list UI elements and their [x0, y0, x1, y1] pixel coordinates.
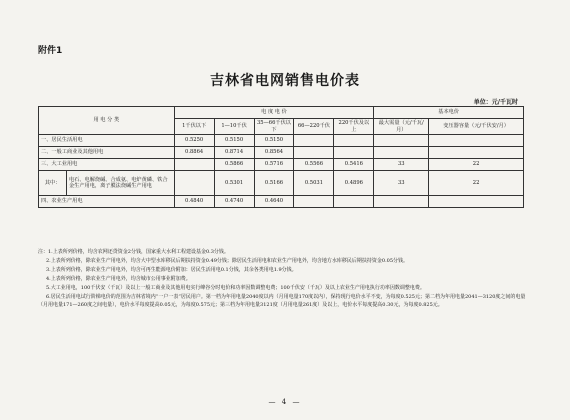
header-category: 用 电 分 类 [39, 107, 175, 135]
table-cell: 22 [429, 171, 524, 196]
table-row [39, 135, 524, 147]
table-cell: 0.4896 [334, 171, 374, 196]
table-cell: 33 [374, 159, 429, 171]
table-cell [294, 196, 334, 208]
table-cell: 0.4840 [174, 196, 214, 208]
unit-label: 单位：元/千瓦时 [473, 99, 518, 106]
note-paragraph: 2.上表所列价格，除农业生产用电外，均含大中型水库移民后期扶持资金0.49分钱；除居民生活用电和农业生产用电外，均含地方水库移民后期扶持资金0.05分钱。 [46, 258, 409, 265]
notes-section [38, 249, 528, 311]
note-paragraph: 注：1.上表所列价格，均含农网还贷资金2分钱，国家重大水利工程建设基金0.3分钱。 [38, 249, 229, 255]
table-row [39, 196, 524, 208]
row-label: 四、农业生产用电 [39, 196, 175, 208]
page-number: — 4 — [268, 398, 302, 406]
table-cell: 0.5566 [294, 159, 334, 171]
note-paragraph: 4.上表所列价格，除农业生产用电外，均含城市公用事业附加费。 [46, 276, 191, 283]
table-cell: 0.5150 [214, 135, 254, 147]
table-cell: 0.5031 [294, 171, 334, 196]
table-header-row [39, 107, 524, 119]
header-basic-price: 基本电价 [374, 107, 524, 119]
table-cell: 0.5866 [214, 159, 254, 171]
table-cell: 0.8564 [254, 147, 294, 159]
table-row [39, 171, 524, 196]
subheader-cell: 220千伏及以上 [334, 119, 374, 135]
table-cell: 0.5716 [254, 159, 294, 171]
subheader-cell: 最大需量（元/千瓦/月） [374, 119, 429, 135]
table-cell: 0.4640 [254, 196, 294, 208]
table-row [39, 147, 524, 159]
subheader-cell: 变压器容量（元/千伏安/月） [429, 119, 524, 135]
table-cell [429, 135, 524, 147]
row-label: 电石、电解烧碱、合成氨、电炉黄磷、铁合金生产用电，离子膜法烧碱生产用电 [66, 171, 174, 196]
table-cell: 22 [429, 159, 524, 171]
note-paragraph: 5.大工业用电，100千伏安（千瓦）及以上一般工商业及其他用电实行峰谷分时电价和功率因数调整电费；100千伏安（千瓦）及以上农业生产用电执行功率因数调整电费。 [46, 285, 425, 292]
table-cell [334, 147, 374, 159]
subheader-cell: 35—66千伏以下 [254, 119, 294, 135]
document-title: 吉林省电网销售电价表 [210, 73, 360, 89]
row-label: 一、居民生活用电 [39, 135, 175, 147]
table-cell [429, 147, 524, 159]
table-cell [334, 135, 374, 147]
subheader-cell: 1千伏以下 [174, 119, 214, 135]
subheader-cell: 1—10千伏 [214, 119, 254, 135]
table-cell [374, 196, 429, 208]
table-cell: 0.5150 [254, 135, 294, 147]
table-cell [334, 196, 374, 208]
table-cell: 0.5301 [214, 171, 254, 196]
subheader-cell: 66—220千伏 [294, 119, 334, 135]
table-cell [429, 196, 524, 208]
table-cell [174, 171, 214, 196]
table-row [39, 159, 524, 171]
row-prefix: 其中： [39, 171, 67, 196]
table-cell [374, 147, 429, 159]
row-label: 三、大工业用电 [39, 159, 175, 171]
table-cell: 33 [374, 171, 429, 196]
header-energy-price: 电 度 电 价 [174, 107, 374, 119]
row-label: 二、一般工商业及其他用电 [39, 147, 175, 159]
table-cell: 0.5416 [334, 159, 374, 171]
table-cell [294, 135, 334, 147]
table-cell [174, 159, 214, 171]
table-cell [374, 135, 429, 147]
table-cell: 0.5250 [174, 135, 214, 147]
table-cell: 0.4740 [214, 196, 254, 208]
table-cell: 0.8864 [174, 147, 214, 159]
table-cell: 0.8714 [214, 147, 254, 159]
price-table [38, 106, 524, 208]
note-paragraph: 6.居民生活用电试行阶梯电价的范围为吉林省境内“一户一表”居民用户。第一档为年用电量2040度以内（月用电量170度以内），保持现行电价水平不变，为每度0.525元；第二档为年用电量2041—3120度之间的电量（月用电量171—260度之间电量），电价水平每度提高0.05元，为每度0.575元；第三档为年用电量3121度（月用电量261度）及以上，电价水平每度提高0.30元，为每度0.825元。 [38, 294, 526, 309]
table-cell [294, 147, 334, 159]
note-paragraph: 3.上表所列价格，除农业生产用电外，均含可再生能源电价附加：居民生活用电0.1分钱，其余各类用电1.9分钱。 [46, 267, 297, 274]
table-cell: 0.5166 [254, 171, 294, 196]
attachment-label: 附件1 [38, 46, 63, 56]
